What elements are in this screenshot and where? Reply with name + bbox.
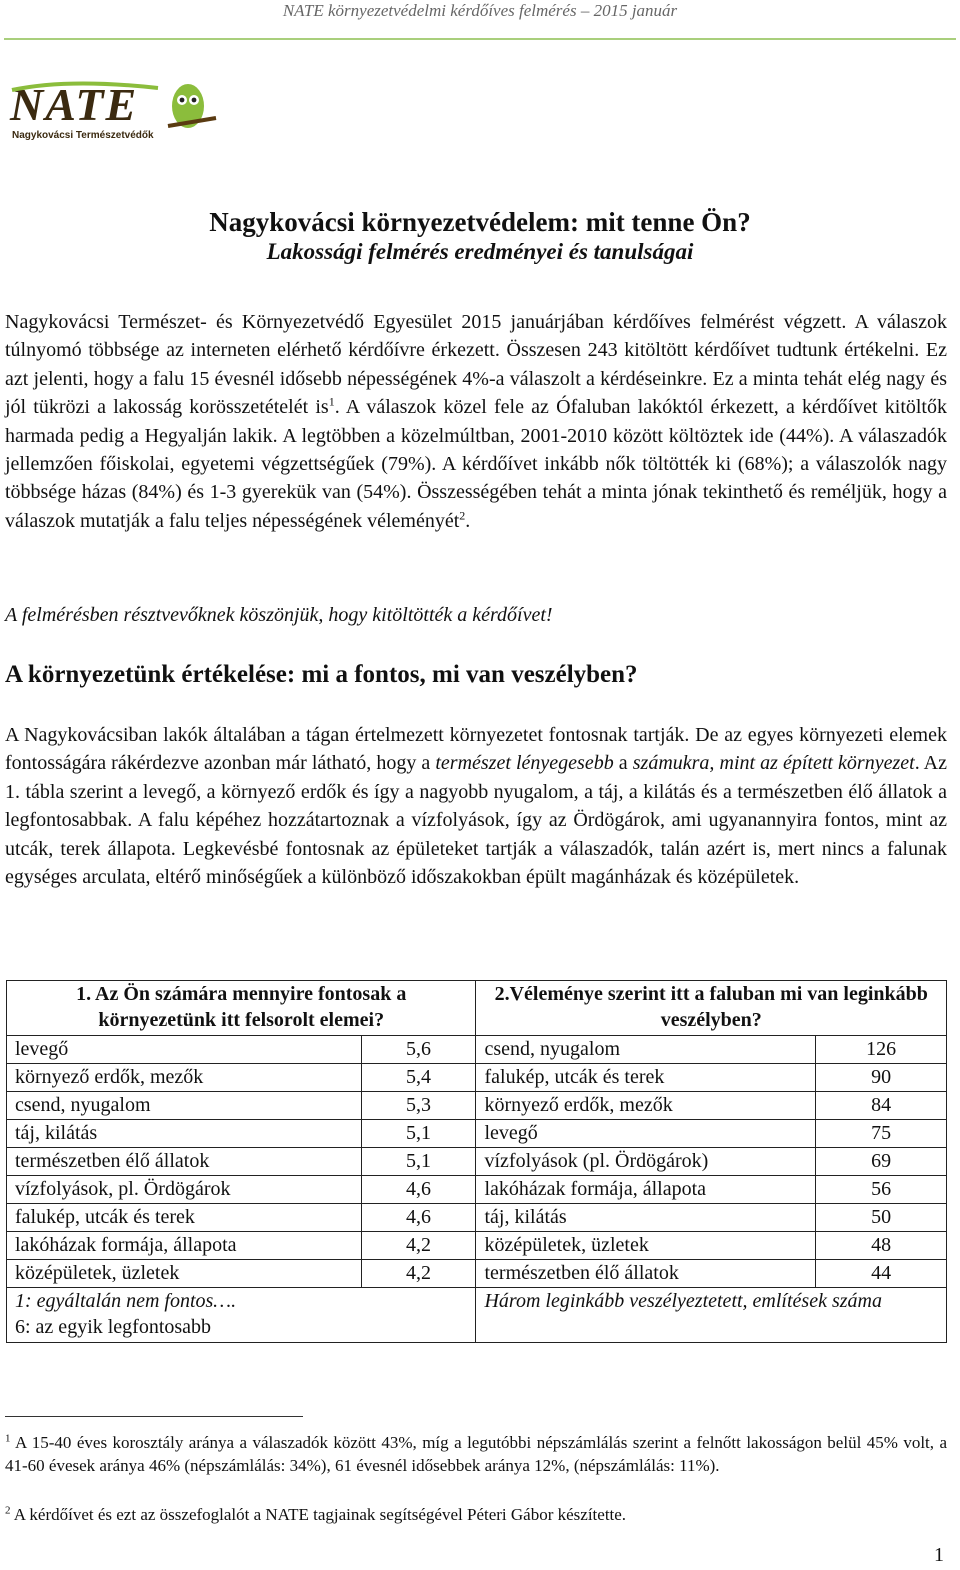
danger-header: 2.Véleménye szerint itt a faluban mi van leginkább veszélyben? (476, 981, 947, 1036)
body-emph-2: számukra, mint az épített környezet (632, 752, 915, 775)
importance-value: 5,6 (361, 1036, 476, 1064)
importance-label: lakóházak formája, állapota (7, 1232, 362, 1260)
header-divider (4, 38, 956, 40)
danger-label: természetben élő állatok (476, 1260, 816, 1288)
danger-label: levegő (476, 1120, 816, 1148)
importance-label: táj, kilátás (7, 1120, 362, 1148)
page-title: Nagykovácsi környezetvédelem: mit tenne Ön? (209, 207, 751, 237)
scale-note-min: 1: egyáltalán nem fontos…. (15, 1290, 237, 1312)
table-row (7, 1176, 947, 1204)
danger-count-note: Három leginkább veszélyeztetett, említések száma (476, 1288, 947, 1343)
danger-label: csend, nyugalom (476, 1036, 816, 1064)
importance-label: vízfolyások, pl. Ördögárok (7, 1176, 362, 1204)
table-row (7, 1260, 947, 1288)
footnote-1-text: A 15-40 éves korosztály aránya a válaszadók között 43%, míg a legutóbbi népszámlálás szerint a felnőtt lakosságon belül 45% volt, a 41-60 évesek aránya 46% (népszámlálás: 34%), 61 évesnél idősebbek aránya 12%, (népszámlálás: 11%). (5, 1433, 947, 1475)
danger-value: 44 (816, 1260, 947, 1288)
importance-label: levegő (7, 1036, 362, 1064)
table-header-row (7, 981, 947, 1036)
danger-label: középületek, üzletek (476, 1232, 816, 1260)
footnote-2-mark: 2 (5, 1504, 11, 1517)
body-paragraph (5, 721, 947, 891)
body-emph-1: természet lényegesebb (435, 752, 614, 775)
logo-wordmark: NATE (10, 79, 139, 130)
scale-note-max: 6: az egyik legfontosabb (15, 1316, 212, 1338)
importance-label: falukép, utcák és terek (7, 1204, 362, 1232)
importance-value: 4,6 (361, 1204, 476, 1232)
danger-value: 56 (816, 1176, 947, 1204)
survey-results-table (6, 980, 947, 1343)
section-heading: A környezetünk értékelése: mi a fontos, mi van veszélyben? (5, 661, 638, 688)
table-row (7, 1204, 947, 1232)
footnote-ref-2[interactable]: 2 (459, 508, 466, 523)
danger-value: 69 (816, 1148, 947, 1176)
importance-value: 5,4 (361, 1064, 476, 1092)
importance-header: 1. Az Ön számára mennyire fontosak a környezetünk itt felsorolt elemei? (7, 981, 476, 1036)
nate-logo (8, 76, 218, 142)
intro-paragraph (5, 308, 947, 535)
footnote-2-text: A kérdőívet és ezt az összefoglalót a NATE tagjainak segítségével Péteri Gábor készítette. (10, 1505, 627, 1524)
importance-value: 5,1 (361, 1148, 476, 1176)
body-text-3: . Az 1. tábla szerint a levegő, a környező erdők és így a nagyobb nyugalom, a táj, a kilátás és a természetben élő állatok a legfontosabbak. A falu képéhez hozzátartoznak a vízfolyások, így az Ördögárok, ami ugyanannyira fontos, mint az utcák, terek állapota. Legkevésbé fontosnak az épületeket tartják a válaszadók, talán azért is, mert nincs a falunak egységes arculata, eltérő minőségűek a különböző időszakokban épült magánházak és középületek. (5, 752, 947, 889)
danger-value: 75 (816, 1120, 947, 1148)
footnote-2 (5, 1503, 947, 1526)
importance-value: 4,2 (361, 1232, 476, 1260)
danger-value: 84 (816, 1092, 947, 1120)
importance-label: középületek, üzletek (7, 1260, 362, 1288)
danger-value: 126 (816, 1036, 947, 1064)
importance-value: 5,3 (361, 1092, 476, 1120)
footnote-1-mark: 1 (5, 1432, 11, 1445)
importance-scale-note (7, 1288, 476, 1343)
body-text-2: a (613, 752, 633, 775)
footnote-divider (5, 1416, 303, 1417)
danger-value: 90 (816, 1064, 947, 1092)
danger-label: környező erdők, mezők (476, 1092, 816, 1120)
danger-value: 48 (816, 1232, 947, 1260)
danger-label: falukép, utcák és terek (476, 1064, 816, 1092)
running-header: NATE környezetvédelmi kérdőíves felmérés – 2015 január (282, 1, 678, 20)
table-row (7, 1064, 947, 1092)
danger-label: lakóházak formája, állapota (476, 1176, 816, 1204)
logo-subtitle: Nagykovácsi Természetvédők (12, 130, 154, 141)
footnote-1 (5, 1431, 947, 1477)
importance-value: 4,6 (361, 1176, 476, 1204)
table-row (7, 1148, 947, 1176)
importance-label: környező erdők, mezők (7, 1064, 362, 1092)
danger-label: vízfolyások (pl. Ördögárok) (476, 1148, 816, 1176)
page-subtitle: Lakossági felmérés eredményei és tanulságai (266, 239, 694, 264)
danger-label: táj, kilátás (476, 1204, 816, 1232)
table-row (7, 1036, 947, 1064)
importance-value: 5,1 (361, 1120, 476, 1148)
body-text-1: A Nagykovácsiban lakók általában a tágan értelmezett környezetet fontosnak tartják. De az egyes környezeti elemek fontosságára rákérdezve azonban már látható, hogy a (5, 724, 947, 775)
intro-text-1: Nagykovácsi Természet- és Környezetvédő Egyesület 2015 januárjában kérdőíves felmérést végzett. A válaszok túlnyomó többsége az interneten elérhető kérdőívre érkezett. Összesen 243 kitöltött kérdőívet tudtunk értékelni. Ez azt jelenti, hogy a falu 15 évesnél idősebb népességének 4%-a válaszolt a kérdéseinkre. Ez a minta tehát elég nagy és jól tükrözi a lakosság korösszetételét is (5, 311, 947, 419)
footnote-ref-1[interactable]: 1 (328, 394, 335, 409)
table-row (7, 1232, 947, 1260)
thanks-line: A felmérésben résztvevőknek köszönjük, hogy kitöltötték a kérdőívet! (5, 604, 553, 626)
danger-value: 50 (816, 1204, 947, 1232)
importance-value: 4,2 (361, 1260, 476, 1288)
table-row (7, 1092, 947, 1120)
intro-text-3: . (465, 509, 471, 532)
table-row (7, 1120, 947, 1148)
importance-label: természetben élő állatok (7, 1148, 362, 1176)
importance-label: csend, nyugalom (7, 1092, 362, 1120)
nate-logo-graphic (8, 76, 218, 142)
table-note-row (7, 1288, 947, 1343)
page-number: 1 (934, 1544, 944, 1566)
intro-text-2: . A válaszok közel fele az Ófaluban lakóktól érkezett, a kérdőívet kitöltők harmada pedig a Hegyalján lakik. A legtöbben a közelmúltban, 2001-2010 között költöztek ide (44%). A válaszadók jellemzően főiskolai, egyetemi végzettségűek (79%). A kérdőívet inkább nők töltötték ki (68%); a válaszolók nagy többsége házas (84%) és 1-3 gyerekük van (54%). Összességében tehát a minta jónak tekinthető és reméljük, hogy a válaszok mutatják a falu teljes népességének véleményét (5, 396, 947, 532)
